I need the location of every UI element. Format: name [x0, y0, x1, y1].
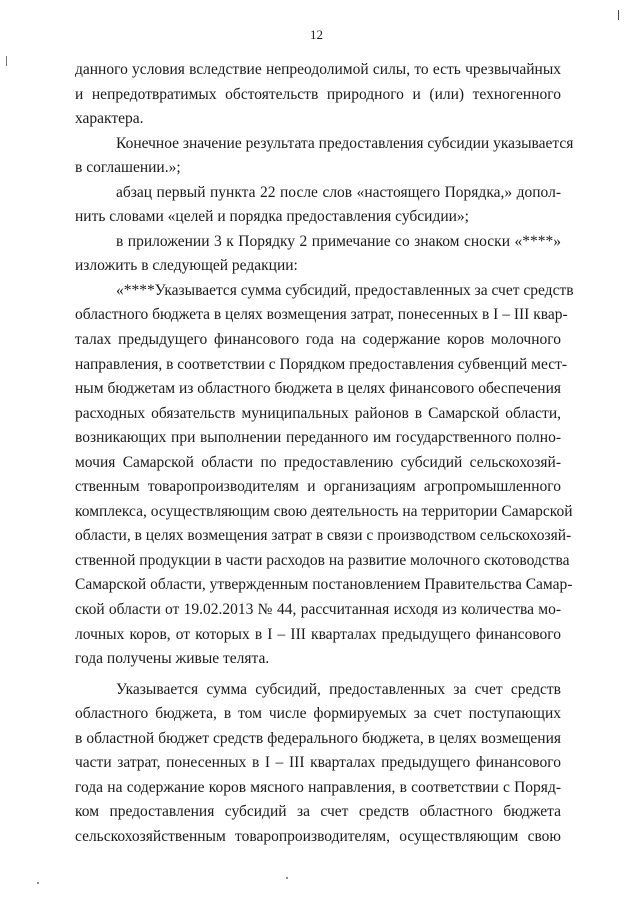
text-line: Указывается сумма субсидий, предоставленных за счет средств	[116, 680, 561, 698]
text-line: ской области от 19.02.2013 № 44, рассчитанная исходя из количества мо-	[75, 601, 561, 619]
text-line: направления, в соответствии с Порядком предоставления субвенций мест-	[75, 355, 568, 373]
text-line: лочных коров, от которых в I – III кварталах предыдущего финансового	[75, 625, 561, 643]
text-line: «****Указывается сумма субсидий, предоставленных за счет средств	[116, 281, 574, 299]
scan-edge-mark	[618, 10, 619, 20]
text-line: изложить в следующей редакции:	[75, 257, 298, 275]
scan-left-mark	[6, 56, 7, 66]
text-line: комплекса, осуществляющим свою деятельность на территории Самарской	[75, 502, 573, 520]
text-line: в областной бюджет средств федерального бюджета, в целях возмещения	[75, 729, 561, 747]
text-line: года на содержание коров мясного направления, в соответствии с Поряд-	[75, 778, 561, 796]
body-text	[75, 58, 574, 850]
text-line: абзац первый пункта 22 после слов «настоящего Порядка,» допол-	[116, 183, 561, 201]
page-number: 12	[310, 27, 323, 42]
text-line: данного условия вследствие непреодолимой силы, то есть чрезвычайных	[75, 61, 561, 78]
text-line: ственным товаропроизводителям и организациям агропромышленного	[75, 478, 561, 496]
text-line: в соглашении.»;	[75, 159, 181, 177]
text-line: областного бюджета, в том числе формируемых за счет поступающих	[75, 705, 561, 723]
text-line: области, в целях возмещения затрат в связи с производством сельскохозяй-	[75, 527, 572, 545]
text-line: талах предыдущего финансового года на содержание коров молочного	[75, 331, 561, 349]
text-line: Самарской области, утвержденным постановлением Правительства Самар-	[75, 576, 573, 594]
text-line: и непредотвратимых обстоятельств природного и (или) техногенного	[75, 85, 561, 103]
text-line: мочия Самарской области по предоставлению субсидий сельскохозяй-	[75, 453, 561, 471]
text-line: характера.	[75, 110, 144, 128]
text-line: ным бюджетам из областного бюджета в целях финансового обеспечения	[75, 380, 561, 398]
text-line: возникающих при выполнении переданного им государственного полно-	[75, 429, 561, 447]
text-line: нить словами «целей и порядка предоставления субсидии»;	[75, 208, 469, 226]
scan-speck	[37, 882, 39, 884]
text-line: в приложении 3 к Порядку 2 примечание со знаком сноски «****»	[116, 232, 561, 250]
text-line: части затрат, понесенных в I – III кварталах предыдущего финансового	[75, 754, 561, 772]
text-line: ственной продукции в части расходов на развитие молочного скотоводства	[75, 551, 570, 569]
text-line: областного бюджета в целях возмещения затрат, понесенных в I – III квар-	[75, 306, 568, 324]
text-line: Конечное значение результата предоставления субсидии указывается	[116, 134, 574, 152]
text-line: ком предоставления субсидий за счет средств областного бюджета	[75, 803, 561, 821]
text-line: года получены живые телята.	[75, 650, 270, 668]
text-line: сельскохозяйственным товаропроизводителям, осуществляющим свою	[75, 827, 561, 845]
scan-speck	[286, 877, 288, 879]
text-line: расходных обязательств муниципальных районов в Самарской области,	[75, 404, 561, 422]
